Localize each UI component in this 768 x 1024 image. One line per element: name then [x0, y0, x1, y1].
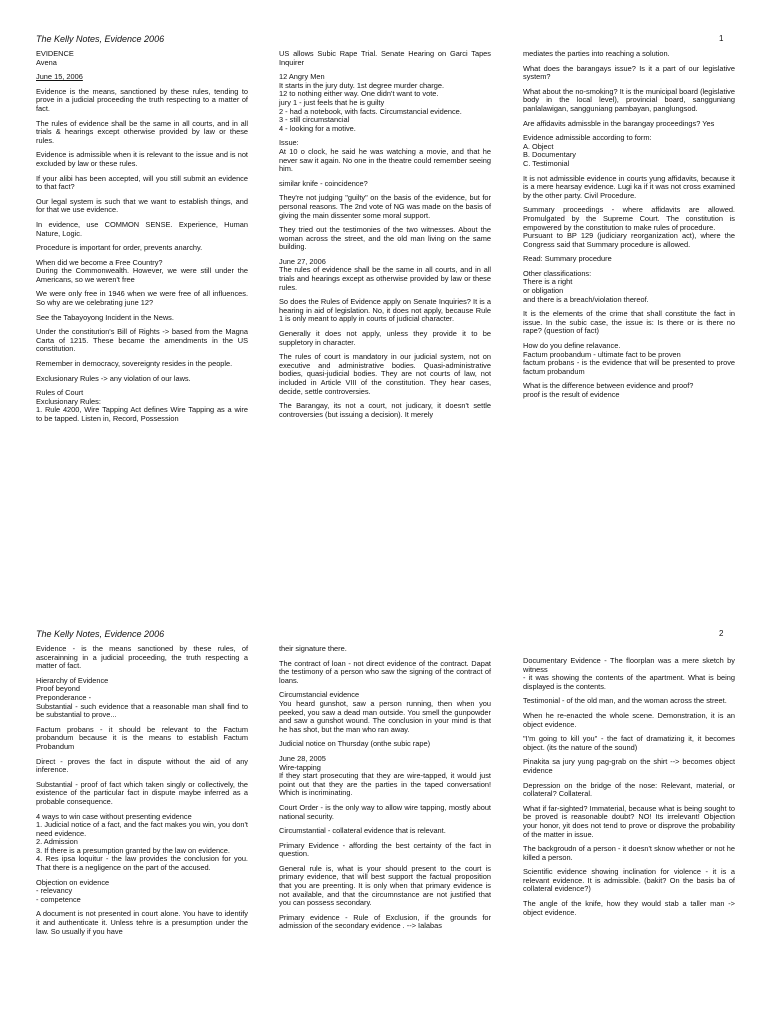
- paragraph: What is the difference between evidence and proof? proof is the result of evidence: [523, 381, 694, 399]
- paragraph: Our legal system is such that we want to establish things, and for that we use evidence.: [36, 196, 248, 215]
- paragraph: What if far-sighted? Immaterial, because what is being sought to be proved is reasonable doubt? NO! Its irrelevant! Objection your honor, yit does not tend to prove or disprove the probability of the matter in issue.: [523, 803, 735, 839]
- paragraph: Evidence - is the means sanctioned by these rules, of ascerainning in a judicial proceeding, the truth respecting a matter of fact.: [36, 644, 248, 671]
- paragraph: The Barangay, its not a court, not judicary, it doesn't settle controversies (but issuing a decision). It merely: [279, 401, 491, 419]
- paragraph: 12 Angry Men It starts in the jury duty. 1st degree murder charge. 12 to nothing either way. One didn't want to vote. jury 1 - just feels that he is guilty 2 - had a notebook, with facts. Circumstancial evidence. 3 - still circumstancial 4 - looking for a motive.: [279, 72, 462, 133]
- paragraph: 4 ways to win case without presenting evidence 1. Judicial notice of a fact, and the fact makes you win, you don't need evidence. 2. Admission 3. If there is a presumption granted by the law on evidence. 4. Res ipsa loquitur - the law provides the conclusion for you. That there is a negligence on the part of the accused.: [36, 811, 248, 873]
- paragraph: "I'm going to kill you" - the fact of dramatizing it, it becomes object. (its the nature of the sound): [523, 734, 735, 752]
- column-1: [36, 50, 248, 430]
- paragraph: Circumstantial - collateral evidence that is relevant.: [279, 826, 446, 836]
- paragraph: Generally it does not apply, unless they provide it to be suppletory in character.: [279, 329, 491, 347]
- paragraph: Read: Summary procedure: [523, 254, 612, 264]
- paragraph: It is the elements of the crime that shall constitute the fact in issue. In the subic case, the issue is: Is there or is there no rape? (question of fact): [523, 309, 735, 336]
- paragraph: Objection on evidence - relevancy - competence: [36, 877, 110, 904]
- paragraph: Remember in democracy, sovereignty resides in the people.: [36, 359, 233, 369]
- paragraph: We were only free in 1946 when we were free of all influences. So why are we celebrating june 12?: [36, 289, 248, 308]
- paragraph: Judicial notice on Thursday (onthe subic rape): [279, 739, 431, 749]
- paragraph: How do you define relavance. Factum proobandum - ultimate fact to be proven factum probans - is the evidence that will be presented to prove factum probandum: [523, 341, 735, 376]
- paragraph: Summary proceedings - where affidavits are allowed. Promulgated by the Supreme Court. The constitution is empowered by the constitution to make rules of procedure. Pursuant to BP 129 (judiciary reorganization act), where the Congress said that Summary procedure is allowed.: [523, 205, 735, 249]
- document-title: The Kelly Notes, Evidence 2006: [36, 629, 165, 639]
- paragraph: Court Order - is the only way to allow wire tapping, mostly about national security.: [279, 802, 491, 821]
- paragraph: Exclusionary Rules -> any violation of our laws.: [36, 373, 191, 383]
- paragraph: In evidence, use COMMON SENSE. Experience, Human Nature, Logic.: [36, 219, 248, 238]
- paragraph: Substantial - proof of fact which taken singly or collectively, the existence of the particular fact in dispute maybe inferred as a probable consequence.: [36, 779, 248, 806]
- page-number: 1: [719, 34, 724, 43]
- paragraph: The rules of evidence shall be the same in all courts, and in all trials & hearings except otherwise provided by law or these rules.: [36, 118, 248, 145]
- paragraph: Rules of Court Exclusionary Rules: 1. Rule 4200, Wire Tapping Act defines Wire Tapping as a wire to be tapped. Listen in, Record, Possession: [36, 388, 248, 423]
- paragraph: It is not admissible evidence in courts yung affidavits, because it is a mere hearsay evidence. Lugi ka if it was not cross examined by the other party. Civil Procedure.: [523, 173, 735, 200]
- paragraph: Evidence admissible according to form: A. Object B. Documentary C. Testimonial: [523, 133, 652, 168]
- paragraph: A document is not presented in court alone. You have to identify it and authenticate it. Unless tehre is a presumption under the law. So usually if you have: [36, 909, 248, 936]
- paragraph: Procedure is important for order, prevents anarchy.: [36, 243, 203, 253]
- paragraph: Documentary Evidence - The floorplan was a mere sketch by witness - it was showing the contents of the apartment. What is being displayed is the contents.: [523, 656, 735, 691]
- paragraph: See the Tabayoyong Incident in the News.: [36, 312, 174, 322]
- paragraph: Under the constitution's Bill of Rights -> based from the Magna Carta of 1215. These became the amendments in the US constitution.: [36, 327, 248, 354]
- paragraph: What about the no-smoking? It is the municipal board (legislative body in the local level), provincial board, sangguniang panlalawigan, sangguniang pambayan, panglungsod.: [523, 86, 735, 113]
- paragraph: When did we become a Free Country? During the Commonwealth. However, we were still under the Americans, so we weren't free: [36, 257, 248, 284]
- document-title: The Kelly Notes, Evidence 2006: [36, 34, 165, 44]
- paragraph: Other classifications: There is a right or obligation and there is a breach/violation thereof.: [523, 268, 649, 304]
- paragraph: Evidence is the means, sanctioned by these rules, tending to prove in a judicial proceeding the truth respecting to a matter of fact.: [36, 86, 248, 113]
- paragraph: their signature there.: [279, 644, 347, 653]
- paragraph: The contract of loan - not direct evidence of the contract. Dapat the testimony of a person who saw the signing of the contract of loans.: [279, 658, 491, 685]
- paragraph: They tried out the testimonies of the two witnesses. About the woman across the street, and the old man living on the same building.: [279, 225, 491, 252]
- paragraph: When he re-enacted the whole scene. Demonstration, it is an object evidence.: [523, 710, 735, 729]
- paragraph: Evidence is admissible when it is relevant to the issue and is not excluded by law or these rules.: [36, 150, 248, 168]
- column-3: [523, 657, 735, 923]
- paragraph: Circumstancial evidence You heard gunshot, saw a person running, then when you peeked, you saw a dead man outside. You smell the gunpowder and saw a gunshot wound. The conclusion in your mind is that he has shot, but the man who ran away.: [279, 690, 491, 734]
- paragraph: US allows Subic Rape Trial. Senate Hearing on Garci Tapes Inquirer: [279, 49, 491, 67]
- paragraph: If your alibi has been accepted, will you still submit an evidence to that fact?: [36, 173, 248, 192]
- page-number: 2: [719, 629, 724, 638]
- paragraph: Pinakita sa jury yung pag-grab on the shirt --> becomes object evidence: [523, 757, 735, 775]
- paragraph: similar knife - coincidence?: [279, 178, 368, 188]
- paragraph: Hierarchy of Evidence Proof beyond Preponderance - Substantial - such evidence that a reasonable man shall find to be substantial to prove...: [36, 675, 248, 720]
- paragraph: Issue: At 10 o clock, he said he was watching a movie, and that he never saw it again. No one in the theatre could remember seeing him.: [279, 138, 491, 174]
- paragraph: What does the barangays issue? Is it a part of our legislative system?: [523, 63, 735, 82]
- paragraph: So does the Rules of Evidence apply on Senate Inquiries? It is a hearing in aid of legislation. No, it does not apply, because Rule 1 is only meant to apply in courts of judicial character.: [279, 297, 491, 324]
- paragraph: Direct - proves the fact in dispute without the aid of any inference.: [36, 756, 248, 775]
- paragraph: Depression on the bridge of the nose: Relevant, material, or collateral? Collateral.: [523, 780, 735, 799]
- column-1: [36, 645, 248, 942]
- paragraph: Testimonial - of the old man, and the woman across the street.: [523, 696, 727, 706]
- page-2: [0, 512, 768, 1024]
- paragraph: June 28, 2005 Wire-tapping If they start prosecuting that they are wire-tapped, it would just point out that they are the parties in the taped conversation! Which is incriminating.: [279, 753, 491, 798]
- column-2: [279, 50, 491, 425]
- paragraph: mediates the parties into reaching a solution.: [523, 49, 670, 58]
- paragraph: The angle of the knife, how they would stab a taller man -> object evidence.: [523, 899, 735, 917]
- column-3: [523, 50, 735, 406]
- paragraph: Are affidavits admissble in the barangay proceedings? Yes: [523, 118, 715, 128]
- paragraph: Primary Evidence - affording the best certainty of the fact in question.: [279, 840, 491, 859]
- paragraph: Primary evidence - Rule of Exclusion, if the grounds for admission of the secondary evidence . --> Ialabas: [279, 912, 491, 931]
- paragraph: The backgroudn of a person - it doesn't sknow whether or not he killed a person.: [523, 844, 735, 862]
- column-2: [279, 645, 491, 937]
- paragraph: EVIDENCE Avena: [36, 49, 74, 67]
- date-heading: June 15, 2006: [36, 72, 83, 82]
- paragraph: The rules of court is mandatory in our judicial system, not on executive and administrative bodies. Quasi-administrative bodies, quasi-judicial bodies. They are not courts of law, not included in Article VIII of the constitution. They hear cases, decide, settle controversies.: [279, 352, 491, 396]
- paragraph: Scientific evidence showing inclination for violence - it is a relevant evidence. It is admissible. (bakit? On the basis ba of collateral evidence?): [523, 867, 735, 894]
- paragraph: General rule is, what is your should present to the court is primary evidence, that will best support the factual proposition that you are preenting. It is only when that primary evidence is not available, and that the circumnstance are not justified that you can possess secondary.: [279, 863, 491, 908]
- paragraph: June 27, 2006 The rules of evidence shall be the same in all courts, and in all trials and hearings except as otherwise provided by law or these rules.: [279, 256, 491, 292]
- paragraph: Factum probans - it should be relevant to the Factum probandum because it is the means to establish Factum Probandum: [36, 724, 248, 751]
- paragraph: They're not judging "guilty" on the basis of the evidence, but for personal reasons. The 2nd vote of NG was made on the basis of giving the main dissenter some moral support.: [279, 193, 491, 220]
